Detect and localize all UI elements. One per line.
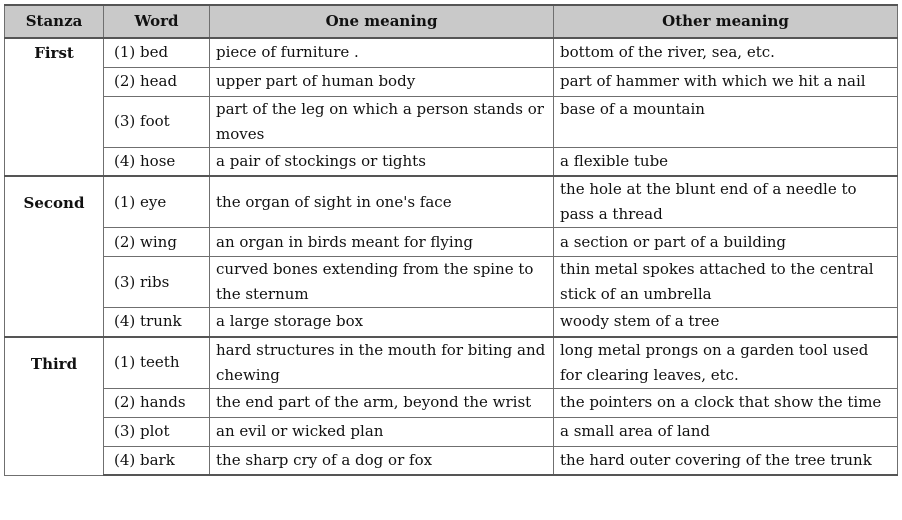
other-meaning-cell: the hole at the blunt end of a needle to pass a thread: [554, 176, 898, 228]
word-cell: (3) ribs: [104, 257, 210, 308]
other-meaning-cell: base of a mountain: [554, 96, 898, 147]
other-meaning-cell: part of hammer with which we hit a nail: [554, 67, 898, 96]
table-row: [5, 257, 898, 308]
stanza-cell-third: Third: [5, 337, 104, 476]
word-cell: (1) bed: [104, 38, 210, 67]
one-meaning-cell: a large storage box: [210, 308, 554, 337]
word-cell: (3) foot: [104, 96, 210, 147]
other-meaning-cell: thin metal spokes attached to the central stick of an umbrella: [554, 257, 898, 308]
word-cell: (1) eye: [104, 176, 210, 228]
table-row: [5, 147, 898, 176]
word-cell: (2) hands: [104, 388, 210, 417]
table-row: [5, 96, 898, 147]
one-meaning-cell: hard structures in the mouth for biting and chewing: [210, 337, 554, 389]
table-row: [5, 308, 898, 337]
table-row: [5, 67, 898, 96]
word-cell: (4) hose: [104, 147, 210, 176]
other-meaning-cell: a small area of land: [554, 417, 898, 446]
other-meaning-cell: the pointers on a clock that show the time: [554, 388, 898, 417]
table-row: [5, 176, 898, 228]
one-meaning-cell: curved bones extending from the spine to the sternum: [210, 257, 554, 308]
header-other-meaning: Other meaning: [554, 5, 898, 38]
other-meaning-cell: long metal prongs on a garden tool used for clearing leaves, etc.: [554, 337, 898, 389]
one-meaning-cell: an evil or wicked plan: [210, 417, 554, 446]
table-row: [5, 446, 898, 475]
header-row: [5, 5, 898, 38]
meanings-table: [4, 4, 898, 476]
stanza-cell-second: Second: [5, 176, 104, 337]
other-meaning-cell: woody stem of a tree: [554, 308, 898, 337]
one-meaning-cell: an organ in birds meant for flying: [210, 228, 554, 257]
header-one-meaning: One meaning: [210, 5, 554, 38]
table-row: [5, 388, 898, 417]
other-meaning-cell: a section or part of a building: [554, 228, 898, 257]
table-row: [5, 417, 898, 446]
header-word: Word: [104, 5, 210, 38]
other-meaning-cell: bottom of the river, sea, etc.: [554, 38, 898, 67]
one-meaning-cell: the organ of sight in one's face: [210, 176, 554, 228]
one-meaning-cell: the sharp cry of a dog or fox: [210, 446, 554, 475]
one-meaning-cell: upper part of human body: [210, 67, 554, 96]
one-meaning-cell: part of the leg on which a person stands or moves: [210, 96, 554, 147]
table-row: [5, 337, 898, 389]
table-row: [5, 38, 898, 67]
word-cell: (2) wing: [104, 228, 210, 257]
word-cell: (2) head: [104, 67, 210, 96]
other-meaning-cell: a flexible tube: [554, 147, 898, 176]
word-cell: (4) bark: [104, 446, 210, 475]
one-meaning-cell: the end part of the arm, beyond the wrist: [210, 388, 554, 417]
one-meaning-cell: piece of furniture .: [210, 38, 554, 67]
one-meaning-cell: a pair of stockings or tights: [210, 147, 554, 176]
stanza-cell-first: First: [5, 38, 104, 176]
other-meaning-cell: the hard outer covering of the tree trunk: [554, 446, 898, 475]
header-stanza: Stanza: [5, 5, 104, 38]
word-cell: (4) trunk: [104, 308, 210, 337]
table-row: [5, 228, 898, 257]
word-cell: (1) teeth: [104, 337, 210, 389]
word-cell: (3) plot: [104, 417, 210, 446]
